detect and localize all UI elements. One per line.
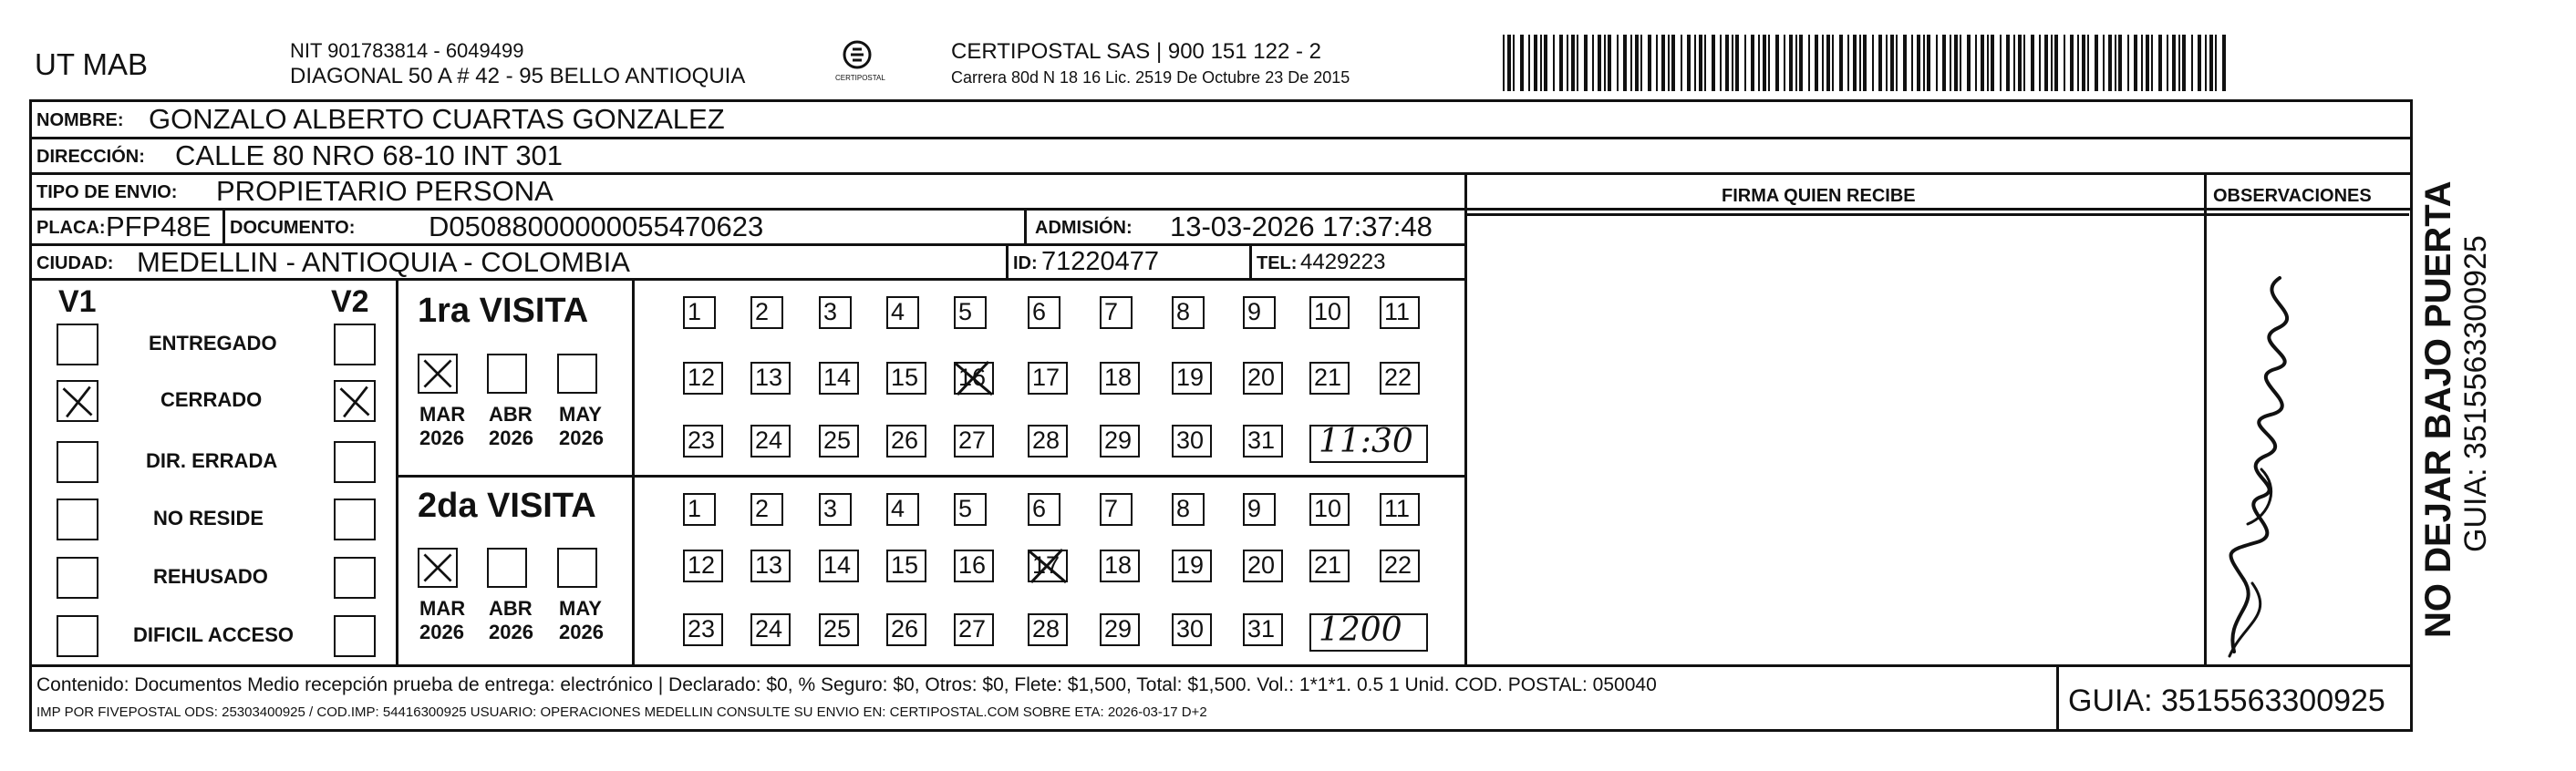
barcode-bar <box>2077 35 2079 91</box>
visit1-day-box[interactable]: 11 <box>1380 296 1420 329</box>
admision-value: 13-03-2026 17:37:48 <box>1170 211 1433 242</box>
visit1-day-box[interactable]: 29 <box>1100 425 1140 457</box>
visit1-day-box[interactable]: 13 <box>750 362 791 395</box>
barcode-bar <box>1936 35 1938 91</box>
visit1-day-box[interactable]: 6 <box>1028 296 1060 329</box>
barcode-bar <box>1768 35 1770 91</box>
barcode-bar <box>1553 35 1555 91</box>
visit1-day-box[interactable]: 5 <box>954 296 987 329</box>
visit1-day-box[interactable]: 28 <box>1028 425 1068 457</box>
barcode-bar <box>2115 35 2116 91</box>
barcode-bar <box>1598 35 1601 91</box>
barcode-bar <box>2205 35 2207 91</box>
barcode-bar <box>2172 35 2176 91</box>
barcode-bar <box>1694 35 1696 91</box>
barcode-bar <box>1886 35 1888 91</box>
visit1-day-box[interactable]: 4 <box>886 296 919 329</box>
barcode-bar <box>1839 35 1843 91</box>
visit1-day-box[interactable]: 31 <box>1243 425 1283 457</box>
certipostal-logo-icon <box>825 36 889 91</box>
visit1-day-box[interactable]: 15 <box>886 362 926 395</box>
barcode-bar <box>2018 35 2022 91</box>
barcode-bar <box>1617 35 1619 91</box>
status-reason-label: NO RESIDE <box>153 507 264 529</box>
visit1-time-value: 11:30 <box>1319 423 1413 460</box>
barcode-bar <box>1911 35 1913 91</box>
admision-label: ADMISIÓN: <box>1035 218 1133 238</box>
barcode-bar <box>1890 35 1894 91</box>
visit2-day-box[interactable]: 18 <box>1100 550 1140 582</box>
visit1-month-checkbox[interactable] <box>557 354 597 394</box>
barcode-bar <box>1744 35 1746 91</box>
visit2-day-box[interactable]: 8 <box>1172 493 1205 526</box>
barcode-bar <box>2222 35 2226 91</box>
visit1-day-box[interactable]: 26 <box>886 425 926 457</box>
barcode-bar <box>2108 35 2112 91</box>
barcode-bar <box>1847 35 1849 91</box>
visit1-day-box[interactable]: 23 <box>683 425 723 457</box>
barcode-bar <box>1687 35 1691 91</box>
visit2-day-box[interactable]: 16 <box>954 550 994 582</box>
visit1-month-label: MAR <box>419 403 466 426</box>
barcode-bar <box>1668 35 1670 91</box>
status-reason-label: ENTREGADO <box>149 332 277 355</box>
tipo-envio-label: TIPO DE ENVIO: <box>36 182 178 202</box>
visit1-month-label: MAY <box>559 403 602 426</box>
visit2-day-box[interactable]: 14 <box>819 550 859 582</box>
visit2-day-box[interactable]: 24 <box>750 613 791 646</box>
barcode-bar <box>2178 35 2180 91</box>
barcode-bar <box>1896 35 1898 91</box>
tipo-envio-value: PROPIETARIO PERSONA <box>216 175 553 207</box>
barcode-bar <box>1923 35 1925 91</box>
barcode-bar <box>2134 35 2137 91</box>
visit1-day-box[interactable]: 17 <box>1028 362 1068 395</box>
barcode-bar <box>1917 35 1920 91</box>
visit2-day-box[interactable]: 31 <box>1243 613 1283 646</box>
visit1-day-box[interactable]: 10 <box>1309 296 1350 329</box>
visit2-day-box[interactable]: 2 <box>750 493 783 526</box>
visit2-day-box[interactable]: 6 <box>1028 493 1060 526</box>
footer-content: Contenido: Documentos Medio recepción prueba de entrega: electrónico | Declarado: $0, % Seguro: $0, Otros: $0, Flete: $1,500, Total: $1,500. Vol.: 1*1*1. 0.5 1 Unid. COD. POSTAL: 050040 <box>36 674 1657 695</box>
barcode-bar <box>1763 35 1766 91</box>
footer-imp: IMP POR FIVEPOSTAL ODS: 25303400925 / COD.IMP: 54416300925 USUARIO: OPERACIONES MEDELLIN CONSULTE SU ENVIO EN: CERTIPOSTAL.COM SOBRE ETA: 2026-03-17 D+2 <box>36 704 1207 720</box>
visit1-day-box[interactable]: 7 <box>1100 296 1133 329</box>
visit1-title: 1ra VISITA <box>418 292 589 330</box>
barcode-bar <box>2167 35 2168 91</box>
barcode-bar <box>1513 35 1515 91</box>
barcode-bar <box>1789 35 1793 91</box>
tel-label: TEL: <box>1257 253 1298 273</box>
barcode-bar <box>2006 35 2010 91</box>
visit2-day-box[interactable]: 29 <box>1100 613 1140 646</box>
barcode-bar <box>1822 35 1824 91</box>
signature <box>2207 251 2307 661</box>
barcode-bar <box>2031 35 2034 91</box>
barcode-bar <box>1567 35 1568 91</box>
visit2-month-label: MAY <box>559 597 602 620</box>
barcode-bar <box>2000 35 2002 91</box>
placa-value: PFP48E <box>106 211 212 242</box>
barcode-bar <box>1720 35 1722 91</box>
visit2-month-checkbox[interactable] <box>557 548 597 588</box>
barcode-bar <box>2215 35 2217 91</box>
visit2-day-box[interactable]: 25 <box>819 613 859 646</box>
visit2-day-box[interactable]: 13 <box>750 550 791 582</box>
visit1-day-box[interactable]: 22 <box>1380 362 1420 395</box>
company-name: UT MAB <box>35 47 149 81</box>
visit1-month-checkbox[interactable] <box>487 354 527 394</box>
placa-label: PLACA: <box>36 218 106 238</box>
visit2-day-box[interactable]: 27 <box>954 613 994 646</box>
visit2-day-box[interactable]: 12 <box>683 550 723 582</box>
side-notice-wrap <box>2416 91 2526 647</box>
visit1-day-box[interactable]: 19 <box>1172 362 1212 395</box>
visit2-day-box[interactable]: 5 <box>954 493 987 526</box>
visit1-day-box[interactable]: 25 <box>819 425 859 457</box>
visit2-day-box[interactable]: 17 <box>1028 550 1068 582</box>
barcode-bar <box>1577 35 1578 91</box>
barcode-bar <box>1991 35 1994 91</box>
barcode-bar <box>1975 35 1977 91</box>
barcode-bar <box>1927 35 1930 91</box>
logo-caption: CERTIPOSTAL <box>835 74 885 82</box>
barcode-bar <box>2198 35 2201 91</box>
visit1-day-box[interactable]: 18 <box>1100 362 1140 395</box>
barcode-bar <box>1648 35 1651 91</box>
visit2-day-box[interactable]: 9 <box>1243 493 1276 526</box>
v1-status-checkbox[interactable] <box>57 441 98 483</box>
v2-status-checkbox[interactable] <box>334 324 376 365</box>
v1-status-checkbox[interactable] <box>57 615 98 657</box>
barcode-bar <box>1799 35 1803 91</box>
direccion-label: DIRECCIÓN: <box>36 147 145 167</box>
visit2-day-box[interactable]: 15 <box>886 550 926 582</box>
barcode-bar <box>1681 35 1682 91</box>
visit2-month-label: MAR <box>419 597 466 620</box>
barcode-bar <box>1960 35 1961 91</box>
status-reason-label: CERRADO <box>160 388 263 411</box>
firma-header: FIRMA QUIEN RECIBE <box>1722 186 1916 206</box>
visit2-month-checkbox[interactable] <box>487 548 527 588</box>
barcode-bar <box>1942 35 1946 91</box>
barcode-bar <box>1604 35 1606 91</box>
visit2-day-box[interactable]: 7 <box>1100 493 1133 526</box>
tel-value: 4429223 <box>1300 250 1386 274</box>
barcode-bar <box>1751 35 1754 91</box>
visit1-month-checkbox[interactable] <box>418 354 458 394</box>
barcode-bar <box>1784 35 1785 91</box>
visit2-day-mark <box>1026 546 1070 586</box>
v1-header: V1 <box>58 284 97 319</box>
barcode-bar <box>1630 35 1632 91</box>
barcode-bar <box>1735 35 1739 91</box>
visit1-day-box[interactable]: 20 <box>1243 362 1283 395</box>
status-reason-label: DIFICIL ACCESO <box>133 623 295 646</box>
v2-status-checkbox[interactable] <box>334 499 376 540</box>
barcode-bar <box>1732 35 1733 91</box>
barcode-bar <box>2158 35 2162 91</box>
carrier-license: Carrera 80d N 18 16 Lic. 2519 De Octubre 23 De 2015 <box>951 68 1350 87</box>
v1-status-checkbox[interactable] <box>57 380 98 422</box>
direccion-value: CALLE 80 NRO 68-10 INT 301 <box>175 139 564 171</box>
visit2-day-box[interactable]: 4 <box>886 493 919 526</box>
visit1-year-label: 2026 <box>419 427 464 449</box>
barcode-bar <box>1520 35 1524 91</box>
visit1-day-box[interactable]: 2 <box>750 296 783 329</box>
visit1-day-box[interactable]: 16 <box>954 362 994 395</box>
barcode-bar <box>1635 35 1639 91</box>
visit2-day-box[interactable]: 30 <box>1172 613 1212 646</box>
ciudad-label: CIUDAD: <box>36 253 114 273</box>
visit2-month-label: ABR <box>489 597 533 620</box>
side-notice: NO DEJAR BAJO PUERTA <box>2418 180 2458 638</box>
visit1-year-label: 2026 <box>489 427 533 449</box>
nombre-label: NOMBRE: <box>36 110 124 130</box>
barcode-bar <box>2051 35 2053 91</box>
barcode-bar <box>1859 35 1861 91</box>
barcode-bar <box>1853 35 1857 91</box>
barcode-bar <box>1559 35 1563 91</box>
barcode-bar <box>2064 35 2065 91</box>
barcode-bar <box>1661 35 1665 91</box>
barcode-bar <box>1534 35 1537 91</box>
barcode-bar <box>2044 35 2048 91</box>
visit2-time-value: 1200 <box>1319 612 1402 649</box>
visit1-day-mark <box>952 358 996 398</box>
barcode-bar <box>1758 35 1760 91</box>
barcode-bar <box>1623 35 1627 91</box>
barcode-bar <box>2054 35 2058 91</box>
barcode-bar <box>1571 35 1575 91</box>
barcode-bar <box>2023 35 2025 91</box>
visit2-day-box[interactable]: 20 <box>1243 550 1283 582</box>
status-reason-label: DIR. ERRADA <box>146 449 278 472</box>
barcode-bar <box>2191 35 2193 91</box>
v1-status-checkbox[interactable] <box>57 499 98 540</box>
company-address: DIAGONAL 50 A # 42 - 95 BELLO ANTIOQUIA <box>290 64 746 88</box>
barcode-bar <box>1507 35 1511 91</box>
carrier-name: CERTIPOSTAL SAS | 900 151 122 - 2 <box>951 39 1321 64</box>
nombre-value: GONZALO ALBERTO CUARTAS GONZALEZ <box>149 103 725 135</box>
visit2-day-box[interactable]: 11 <box>1380 493 1420 526</box>
barcode-bar <box>1826 35 1830 91</box>
barcode-bar <box>2082 35 2085 91</box>
visit1-day-box[interactable]: 24 <box>750 425 791 457</box>
v2-status-checkbox[interactable] <box>334 441 376 483</box>
visit2-day-box[interactable]: 23 <box>683 613 723 646</box>
barcode-bar <box>2070 35 2074 91</box>
barcode-bar <box>1584 35 1588 91</box>
visit2-day-box[interactable]: 22 <box>1380 550 1420 582</box>
visit2-title: 2da VISITA <box>418 487 596 525</box>
visit1-day-box[interactable]: 3 <box>819 296 852 329</box>
barcode-bar <box>1671 35 1675 91</box>
visit1-day-box[interactable]: 9 <box>1243 296 1276 329</box>
barcode-bar <box>2103 35 2105 91</box>
barcode-bar <box>2127 35 2129 91</box>
barcode-bar <box>1712 35 1715 91</box>
observaciones-header: OBSERVACIONES <box>2213 186 2372 206</box>
v2-status-checkbox[interactable] <box>334 615 376 657</box>
v2-status-checkbox[interactable] <box>334 557 376 599</box>
barcode-bar <box>2087 35 2089 91</box>
barcode-bar <box>1878 35 1882 91</box>
barcode-bar <box>2146 35 2149 91</box>
barcode-bar <box>2151 35 2153 91</box>
visit2-year-label: 2026 <box>419 621 464 643</box>
v2-header: V2 <box>331 284 369 319</box>
visit2-month-checkbox[interactable] <box>418 548 458 588</box>
barcode-bar <box>1987 35 1989 91</box>
visit1-day-box[interactable]: 12 <box>683 362 723 395</box>
barcode-bar <box>1592 35 1594 91</box>
visit1-day-box[interactable]: 1 <box>683 296 716 329</box>
barcode-bar <box>1808 35 1810 91</box>
barcode-bar <box>2141 35 2143 91</box>
visit2-day-box[interactable]: 26 <box>886 613 926 646</box>
id-value: 71220477 <box>1041 247 1160 276</box>
barcode-bar <box>1903 35 1907 91</box>
footer-guia: GUIA: 3515563300925 <box>2068 684 2385 718</box>
visit2-day-box[interactable]: 21 <box>1309 550 1350 582</box>
barcode-bar <box>1775 35 1779 91</box>
barcode-bar <box>2118 35 2122 91</box>
barcode-bar <box>1544 35 1547 91</box>
visit1-month-label: ABR <box>489 403 533 426</box>
barcode <box>1503 35 2230 91</box>
visit2-day-box[interactable]: 28 <box>1028 613 1068 646</box>
visit1-day-box[interactable]: 8 <box>1172 296 1205 329</box>
barcode-bar <box>1795 35 1797 91</box>
barcode-bar <box>1540 35 1542 91</box>
v1-status-checkbox[interactable] <box>57 557 98 599</box>
visit1-year-label: 2026 <box>559 427 604 449</box>
barcode-bar <box>1725 35 1729 91</box>
barcode-bar <box>1528 35 1530 91</box>
documento-value: D05088000000055470623 <box>429 211 764 242</box>
barcode-bar <box>2209 35 2213 91</box>
company-nit: NIT 901783814 - 6049499 <box>290 39 524 62</box>
barcode-bar <box>1967 35 1971 91</box>
visit2-day-box[interactable]: 1 <box>683 493 716 526</box>
ciudad-value: MEDELLIN - ANTIOQUIA - COLOMBIA <box>137 246 630 278</box>
barcode-bar <box>1640 35 1642 91</box>
status-reason-label: REHUSADO <box>153 565 268 588</box>
visit2-year-label: 2026 <box>489 621 533 643</box>
barcode-bar <box>1503 35 1505 91</box>
visit1-day-box[interactable]: 21 <box>1309 362 1350 395</box>
barcode-bar <box>2182 35 2186 91</box>
barcode-bar <box>1863 35 1867 91</box>
barcode-bar <box>1832 35 1834 91</box>
documento-label: DOCUMENTO: <box>230 218 356 238</box>
visit1-day-box[interactable]: 30 <box>1172 425 1212 457</box>
barcode-bar <box>1704 35 1706 91</box>
visit2-year-label: 2026 <box>559 621 604 643</box>
barcode-bar <box>2039 35 2041 91</box>
visit2-day-box[interactable]: 10 <box>1309 493 1350 526</box>
barcode-bar <box>2095 35 2098 91</box>
barcode-bar <box>1699 35 1702 91</box>
barcode-bar <box>1872 35 1874 91</box>
v1-status-checkbox[interactable] <box>57 324 98 365</box>
barcode-bar <box>2013 35 2015 91</box>
barcode-bar <box>1981 35 1984 91</box>
barcode-bar <box>1950 35 1951 91</box>
barcode-bar <box>1954 35 1958 91</box>
visit2-day-box[interactable]: 3 <box>819 493 852 526</box>
id-label: ID: <box>1013 253 1038 273</box>
barcode-bar <box>1656 35 1658 91</box>
visit1-day-box[interactable]: 14 <box>819 362 859 395</box>
barcode-bar <box>1815 35 1818 91</box>
side-guia: GUIA: 3515563300925 <box>2458 235 2493 552</box>
visit2-day-box[interactable]: 19 <box>1172 550 1212 582</box>
visit1-day-box[interactable]: 27 <box>954 425 994 457</box>
v2-status-checkbox[interactable] <box>334 380 376 422</box>
barcode-bar <box>1608 35 1611 91</box>
